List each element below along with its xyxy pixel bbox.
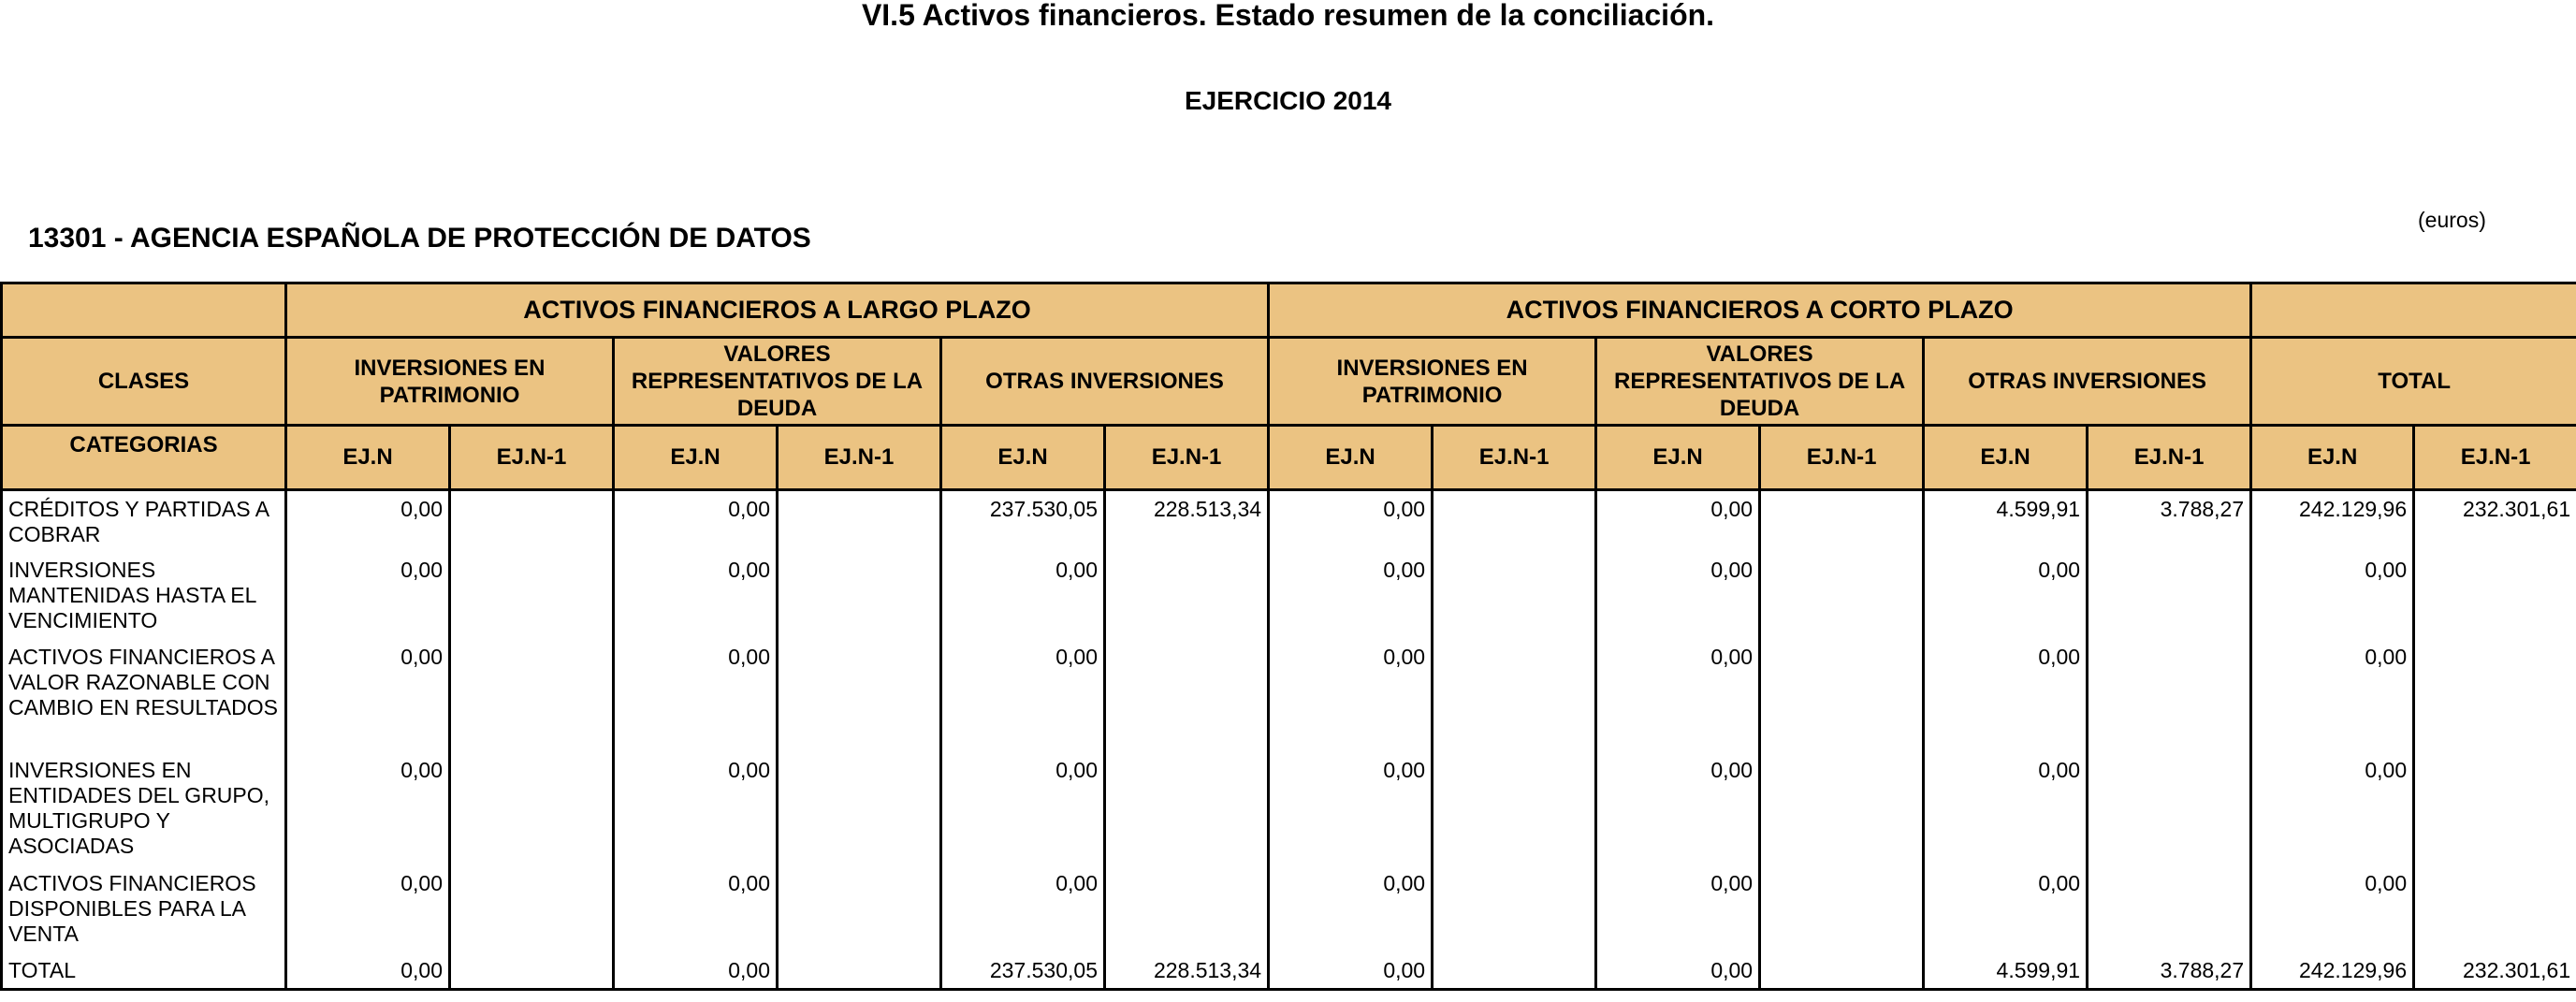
value-cell — [1760, 490, 1924, 552]
value-cell: 237.530,05 — [941, 952, 1105, 990]
year-header-n1: EJ.N-1 — [450, 426, 614, 490]
value-cell: 0,00 — [1269, 752, 1433, 865]
year-header-n1: EJ.N-1 — [1105, 426, 1269, 490]
value-cell: 0,00 — [286, 552, 450, 639]
value-cell: 0,00 — [1596, 752, 1760, 865]
value-cell — [778, 865, 941, 952]
value-cell — [1105, 865, 1269, 952]
value-cell: 232.301,61 — [2414, 490, 2576, 552]
value-cell: 3.788,27 — [2088, 490, 2251, 552]
value-cell: 0,00 — [1269, 952, 1433, 990]
value-cell: 237.530,05 — [941, 490, 1105, 552]
value-cell: 0,00 — [2251, 752, 2414, 865]
value-cell — [450, 552, 614, 639]
value-cell — [1760, 952, 1924, 990]
report-subtitle: EJERCICIO 2014 — [1185, 86, 1391, 115]
value-cell — [1433, 865, 1596, 952]
value-cell: 0,00 — [1596, 490, 1760, 552]
year-header-n: EJ.N — [614, 426, 778, 490]
value-cell — [1105, 639, 1269, 752]
value-cell — [1760, 552, 1924, 639]
header-corner — [2, 283, 286, 338]
category-label: CRÉDITOS Y PARTIDAS A COBRAR — [2, 490, 286, 552]
value-cell: 0,00 — [1596, 639, 1760, 752]
table-row — [2, 490, 2576, 552]
value-cell: 0,00 — [614, 490, 778, 552]
value-cell — [2414, 639, 2576, 752]
value-cell — [1433, 639, 1596, 752]
year-header-n1: EJ.N-1 — [2088, 426, 2251, 490]
value-cell: 0,00 — [2251, 552, 2414, 639]
value-cell — [1760, 865, 1924, 952]
value-cell: 228.513,34 — [1105, 952, 1269, 990]
clases-label: CLASES — [2, 338, 286, 426]
value-cell: 0,00 — [614, 865, 778, 952]
value-cell — [1105, 752, 1269, 865]
table-row — [2, 639, 2576, 752]
value-cell: 0,00 — [1924, 752, 2088, 865]
value-cell: 0,00 — [1269, 865, 1433, 952]
financial-assets-table — [0, 282, 2576, 991]
value-cell: 3.788,27 — [2088, 952, 2251, 990]
value-cell: 0,00 — [941, 552, 1105, 639]
value-cell: 0,00 — [1269, 490, 1433, 552]
subgroup-lp-inv-patrimonio: INVERSIONES EN PATRIMONIO — [286, 338, 614, 426]
value-cell: 0,00 — [1269, 639, 1433, 752]
value-cell — [1760, 752, 1924, 865]
header-row-years — [2, 426, 2576, 490]
year-header-n1: EJ.N-1 — [1433, 426, 1596, 490]
value-cell: 0,00 — [286, 639, 450, 752]
value-cell: 0,00 — [1924, 639, 2088, 752]
value-cell: 0,00 — [941, 639, 1105, 752]
year-header-n1: EJ.N-1 — [778, 426, 941, 490]
value-cell: 0,00 — [614, 639, 778, 752]
year-header-n: EJ.N — [1269, 426, 1433, 490]
value-cell: 0,00 — [1924, 865, 2088, 952]
value-cell: 242.129,96 — [2251, 952, 2414, 990]
table-row — [2, 552, 2576, 639]
value-cell — [450, 490, 614, 552]
year-header-n: EJ.N — [2251, 426, 2414, 490]
category-label: ACTIVOS FINANCIEROS A VALOR RAZONABLE CON CAMBIO EN RESULTADOS — [2, 639, 286, 752]
category-label: TOTAL — [2, 952, 286, 990]
value-cell: 242.129,96 — [2251, 490, 2414, 552]
value-cell — [450, 952, 614, 990]
group-largo-plazo: ACTIVOS FINANCIEROS A LARGO PLAZO — [286, 283, 1269, 338]
header-row-groups — [2, 283, 2576, 338]
value-cell — [450, 752, 614, 865]
value-cell: 228.513,34 — [1105, 490, 1269, 552]
value-cell — [778, 552, 941, 639]
value-cell — [2088, 865, 2251, 952]
value-cell — [1433, 552, 1596, 639]
subgroup-total: TOTAL — [2251, 338, 2576, 426]
value-cell: 0,00 — [286, 865, 450, 952]
year-header-n: EJ.N — [1924, 426, 2088, 490]
value-cell — [1433, 952, 1596, 990]
subgroup-lp-valores-deuda: VALORES REPRESENTATIVOS DE LA DEUDA — [614, 338, 941, 426]
value-cell — [1433, 752, 1596, 865]
units-label: (euros) — [2418, 208, 2486, 232]
value-cell — [1105, 552, 1269, 639]
value-cell: 4.599,91 — [1924, 490, 2088, 552]
report-title: VI.5 Activos financieros. Estado resumen de la conciliación. — [861, 0, 1715, 32]
value-cell: 0,00 — [941, 865, 1105, 952]
value-cell — [1760, 639, 1924, 752]
table-row — [2, 865, 2576, 952]
category-label: INVERSIONES MANTENIDAS HASTA EL VENCIMIENTO — [2, 552, 286, 639]
value-cell: 0,00 — [941, 752, 1105, 865]
year-header-n1: EJ.N-1 — [1760, 426, 1924, 490]
value-cell: 0,00 — [1269, 552, 1433, 639]
value-cell — [2088, 552, 2251, 639]
value-cell: 0,00 — [614, 952, 778, 990]
group-total-blank — [2251, 283, 2576, 338]
value-cell — [450, 639, 614, 752]
value-cell: 0,00 — [614, 552, 778, 639]
subgroup-lp-otras-inversiones: OTRAS INVERSIONES — [941, 338, 1269, 426]
year-header-n: EJ.N — [286, 426, 450, 490]
subgroup-cp-valores-deuda: VALORES REPRESENTATIVOS DE LA DEUDA — [1596, 338, 1924, 426]
year-header-n: EJ.N — [941, 426, 1105, 490]
value-cell: 0,00 — [1596, 865, 1760, 952]
header-row-subgroups — [2, 338, 2576, 426]
value-cell — [2088, 752, 2251, 865]
year-header-n: EJ.N — [1596, 426, 1760, 490]
value-cell — [2414, 552, 2576, 639]
group-corto-plazo: ACTIVOS FINANCIEROS A CORTO PLAZO — [1269, 283, 2251, 338]
value-cell — [450, 865, 614, 952]
value-cell — [778, 490, 941, 552]
value-cell — [1433, 490, 1596, 552]
entity-name: 13301 - AGENCIA ESPAÑOLA DE PROTECCIÓN DE DATOS — [28, 223, 811, 254]
table-body — [2, 490, 2576, 990]
value-cell: 0,00 — [286, 490, 450, 552]
total-row — [2, 952, 2576, 990]
value-cell — [778, 952, 941, 990]
value-cell: 0,00 — [1924, 552, 2088, 639]
value-cell: 4.599,91 — [1924, 952, 2088, 990]
value-cell: 0,00 — [286, 952, 450, 990]
value-cell: 0,00 — [2251, 639, 2414, 752]
category-label: INVERSIONES EN ENTIDADES DEL GRUPO, MULTIGRUPO Y ASOCIADAS — [2, 752, 286, 865]
value-cell: 0,00 — [614, 752, 778, 865]
value-cell — [2088, 639, 2251, 752]
value-cell: 0,00 — [1596, 952, 1760, 990]
value-cell: 232.301,61 — [2414, 952, 2576, 990]
value-cell: 0,00 — [1596, 552, 1760, 639]
year-header-n1: EJ.N-1 — [2414, 426, 2576, 490]
value-cell — [778, 639, 941, 752]
subgroup-cp-inv-patrimonio: INVERSIONES EN PATRIMONIO — [1269, 338, 1596, 426]
value-cell — [2414, 865, 2576, 952]
value-cell — [2414, 752, 2576, 865]
table-row — [2, 752, 2576, 865]
value-cell: 0,00 — [286, 752, 450, 865]
categorias-label: CATEGORIAS — [2, 426, 286, 490]
subgroup-cp-otras-inversiones: OTRAS INVERSIONES — [1924, 338, 2251, 426]
value-cell: 0,00 — [2251, 865, 2414, 952]
category-label: ACTIVOS FINANCIEROS DISPONIBLES PARA LA VENTA — [2, 865, 286, 952]
value-cell — [778, 752, 941, 865]
